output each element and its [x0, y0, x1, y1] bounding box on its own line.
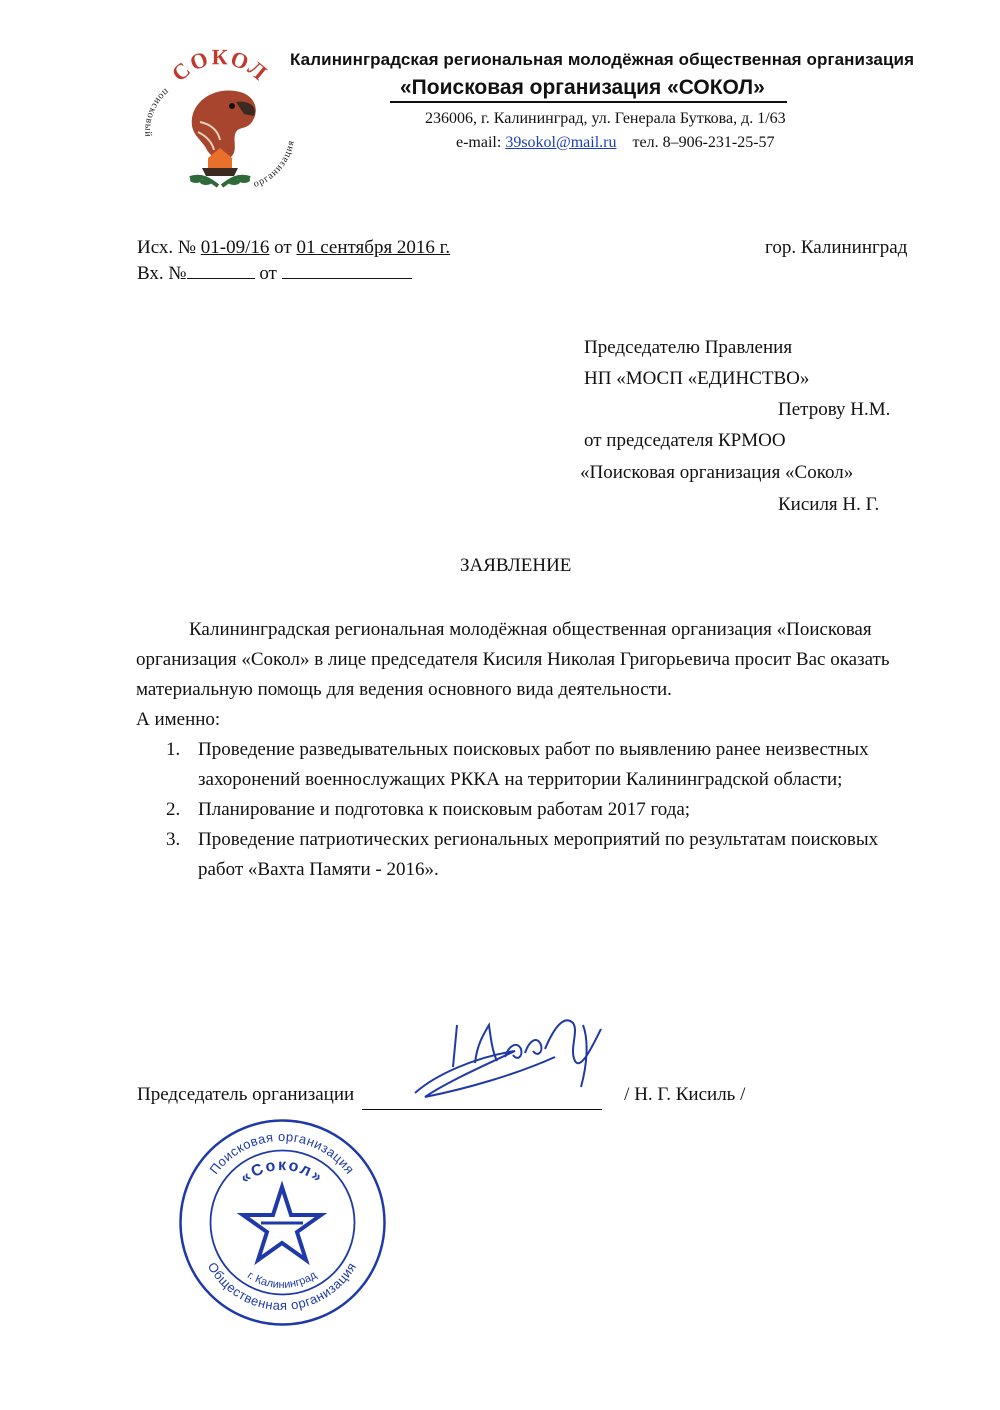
org-short-name: «Поисковая организация «СОКОЛ»: [390, 76, 787, 103]
list-item-number: 1.: [166, 739, 181, 760]
list-item: [136, 735, 916, 795]
list-item: [136, 795, 916, 825]
org-full-name: Калининградская региональная молодёжная общественная организация: [290, 50, 915, 69]
document-title: ЗАЯВЛЕНИЕ: [460, 555, 572, 576]
addressee-line-6: Кисиля Н. Г.: [778, 494, 880, 515]
list-item: [136, 825, 916, 885]
svg-text:СОКОЛ: [167, 44, 274, 86]
org-contacts: [456, 134, 775, 152]
organization-stamp: [175, 1115, 390, 1330]
city: гор. Калининград: [765, 237, 908, 258]
svg-text:г. Калининград: [245, 1269, 319, 1291]
body-paragraph: Калининградская региональная молодёжная общественная организация «Поисковая организация «Сокол» в лице председателя Кисиля Николая Григорьевича просит Вас оказать материальную помощь для ведения основного вида деятельности.: [136, 619, 890, 700]
out-from-word: от: [269, 237, 297, 258]
stamp-inner-bottom: г. Калининград: [245, 1269, 319, 1292]
out-date: 01 сентября 2016 г.: [296, 237, 451, 258]
list-item-number: 2.: [166, 799, 181, 820]
email-link[interactable]: 39sokol@mail.ru: [505, 134, 617, 151]
organization-logo: [140, 40, 300, 200]
list-item-text: Планирование и подготовка к поисковым работам 2017 года;: [198, 799, 691, 820]
addressee-line-3: Петрову Н.М.: [778, 399, 891, 420]
logo-left-text: поисковый: [142, 86, 171, 138]
addressee-line-4: от председателя КРМОО: [584, 430, 786, 451]
in-label: Вх. №: [137, 263, 187, 284]
addressee-line-2: НП «МОСП «ЕДИНСТВО»: [584, 368, 810, 389]
stamp-outer-bottom: Общественная организация: [204, 1259, 360, 1314]
addressee-line-1: Председателю Правления: [584, 337, 793, 358]
org-address: 236006, г. Калининград, ул. Генерала Буткова, д. 1/63: [425, 110, 786, 127]
addressee-line-5: «Поисковая организация «Сокол»: [580, 462, 854, 483]
body-intro: А именно:: [136, 709, 221, 730]
list-item-text: Проведение патриотических региональных мероприятий по результатам поисковых работ «Вахта Памяти - 2016».: [198, 829, 879, 880]
incoming-ref: [137, 259, 412, 289]
handwritten-signature: [405, 1005, 625, 1105]
stamp-inner-top: «Сокол»: [237, 1156, 327, 1188]
phone: тел. 8–906-231-25-57: [632, 134, 775, 151]
svg-text:поисковый: [142, 86, 171, 138]
request-list: [136, 735, 916, 885]
logo-right-text: организация: [252, 138, 297, 190]
signature-role: Председатель организации: [137, 1084, 355, 1105]
list-item-text: Проведение разведывательных поисковых работ по выявлению ранее неизвестных захоронений военнослужащих РККА на территории Калининградской области;: [198, 739, 869, 790]
list-item-number: 3.: [166, 829, 181, 850]
in-from-word: от: [254, 263, 282, 284]
in-date-blank: [282, 260, 412, 279]
out-label: Исх. №: [137, 237, 201, 258]
email-label: e-mail:: [456, 134, 506, 151]
document-body: [136, 615, 916, 885]
signature-name: / Н. Г. Кисиль /: [624, 1084, 746, 1105]
logo-top-text: СОКОЛ: [166, 44, 274, 87]
stamp-outer-top: Поисковая организация: [206, 1128, 358, 1177]
svg-text:организация: [252, 139, 297, 190]
in-number-blank: [187, 260, 255, 279]
out-number: 01-09/16: [200, 237, 270, 258]
